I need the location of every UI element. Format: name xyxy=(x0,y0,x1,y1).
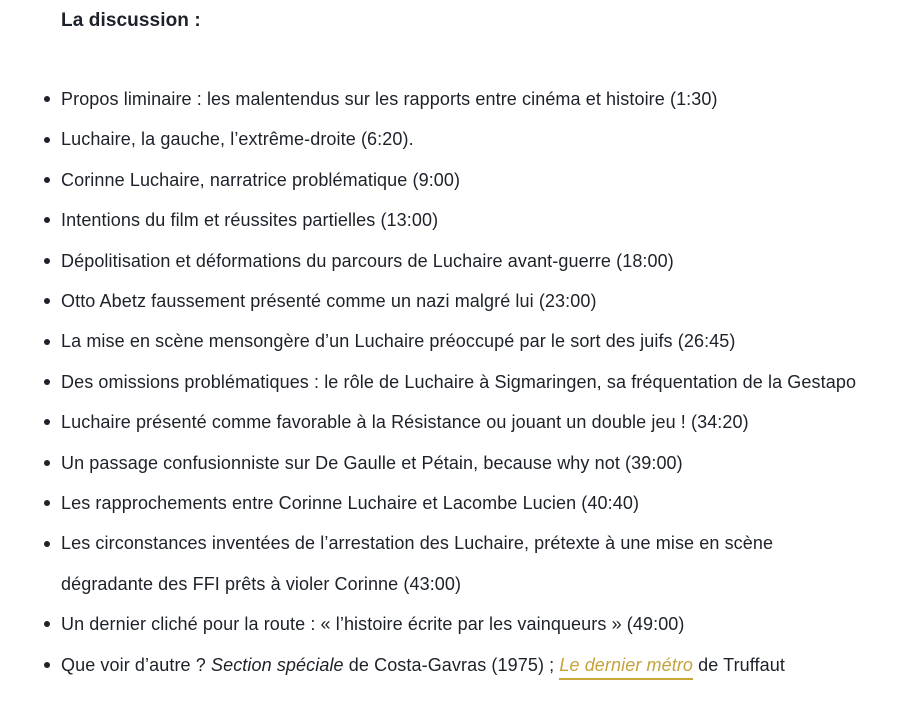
list-item: Intentions du film et réussites partielles (13:00) xyxy=(61,200,861,240)
list-item: La mise en scène mensongère d’un Luchaire préoccupé par le sort des juifs (26:45) xyxy=(61,321,861,361)
list-item: Les circonstances inventées de l’arrestation des Luchaire, prétexte à une mise en scène dégradante des FFI prêts à violer Corinne (43:00) xyxy=(61,523,861,604)
list-item: Otto Abetz faussement présenté comme un nazi malgré lui (23:00) xyxy=(61,281,861,321)
list-item: Un dernier cliché pour la route : « l’histoire écrite par les vainqueurs » (49:00) xyxy=(61,604,861,644)
section-heading: La discussion : xyxy=(61,10,201,31)
film-title: Section spéciale xyxy=(210,654,344,675)
list-item: Les rapprochements entre Corinne Luchaire et Lacombe Lucien (40:40) xyxy=(61,483,861,523)
list-item: Un passage confusionniste sur De Gaulle et Pétain, because why not (39:00) xyxy=(61,443,861,483)
list-item: Propos liminaire : les malentendus sur les rapports entre cinéma et histoire (1:30) xyxy=(61,79,861,119)
list-item: Dépolitisation et déformations du parcours de Luchaire avant-guerre (18:00) xyxy=(61,241,861,281)
list-item: Luchaire présenté comme favorable à la Résistance ou jouant un double jeu ! (34:20) xyxy=(61,402,861,442)
list-item: Luchaire, la gauche, l’extrême-droite (6:20). xyxy=(61,119,861,159)
list-item: Que voir d’autre ? Section spéciale de Costa-Gavras (1975) ; Le dernier métro de Truffaut xyxy=(61,645,861,685)
link-le-dernier-metro[interactable]: Le dernier métro xyxy=(559,655,693,680)
discussion-list xyxy=(61,79,861,685)
list-item: Des omissions problématiques : le rôle de Luchaire à Sigmaringen, sa fréquentation de la Gestapo xyxy=(61,362,861,402)
list-item: Corinne Luchaire, narratrice problématique (9:00) xyxy=(61,160,861,200)
